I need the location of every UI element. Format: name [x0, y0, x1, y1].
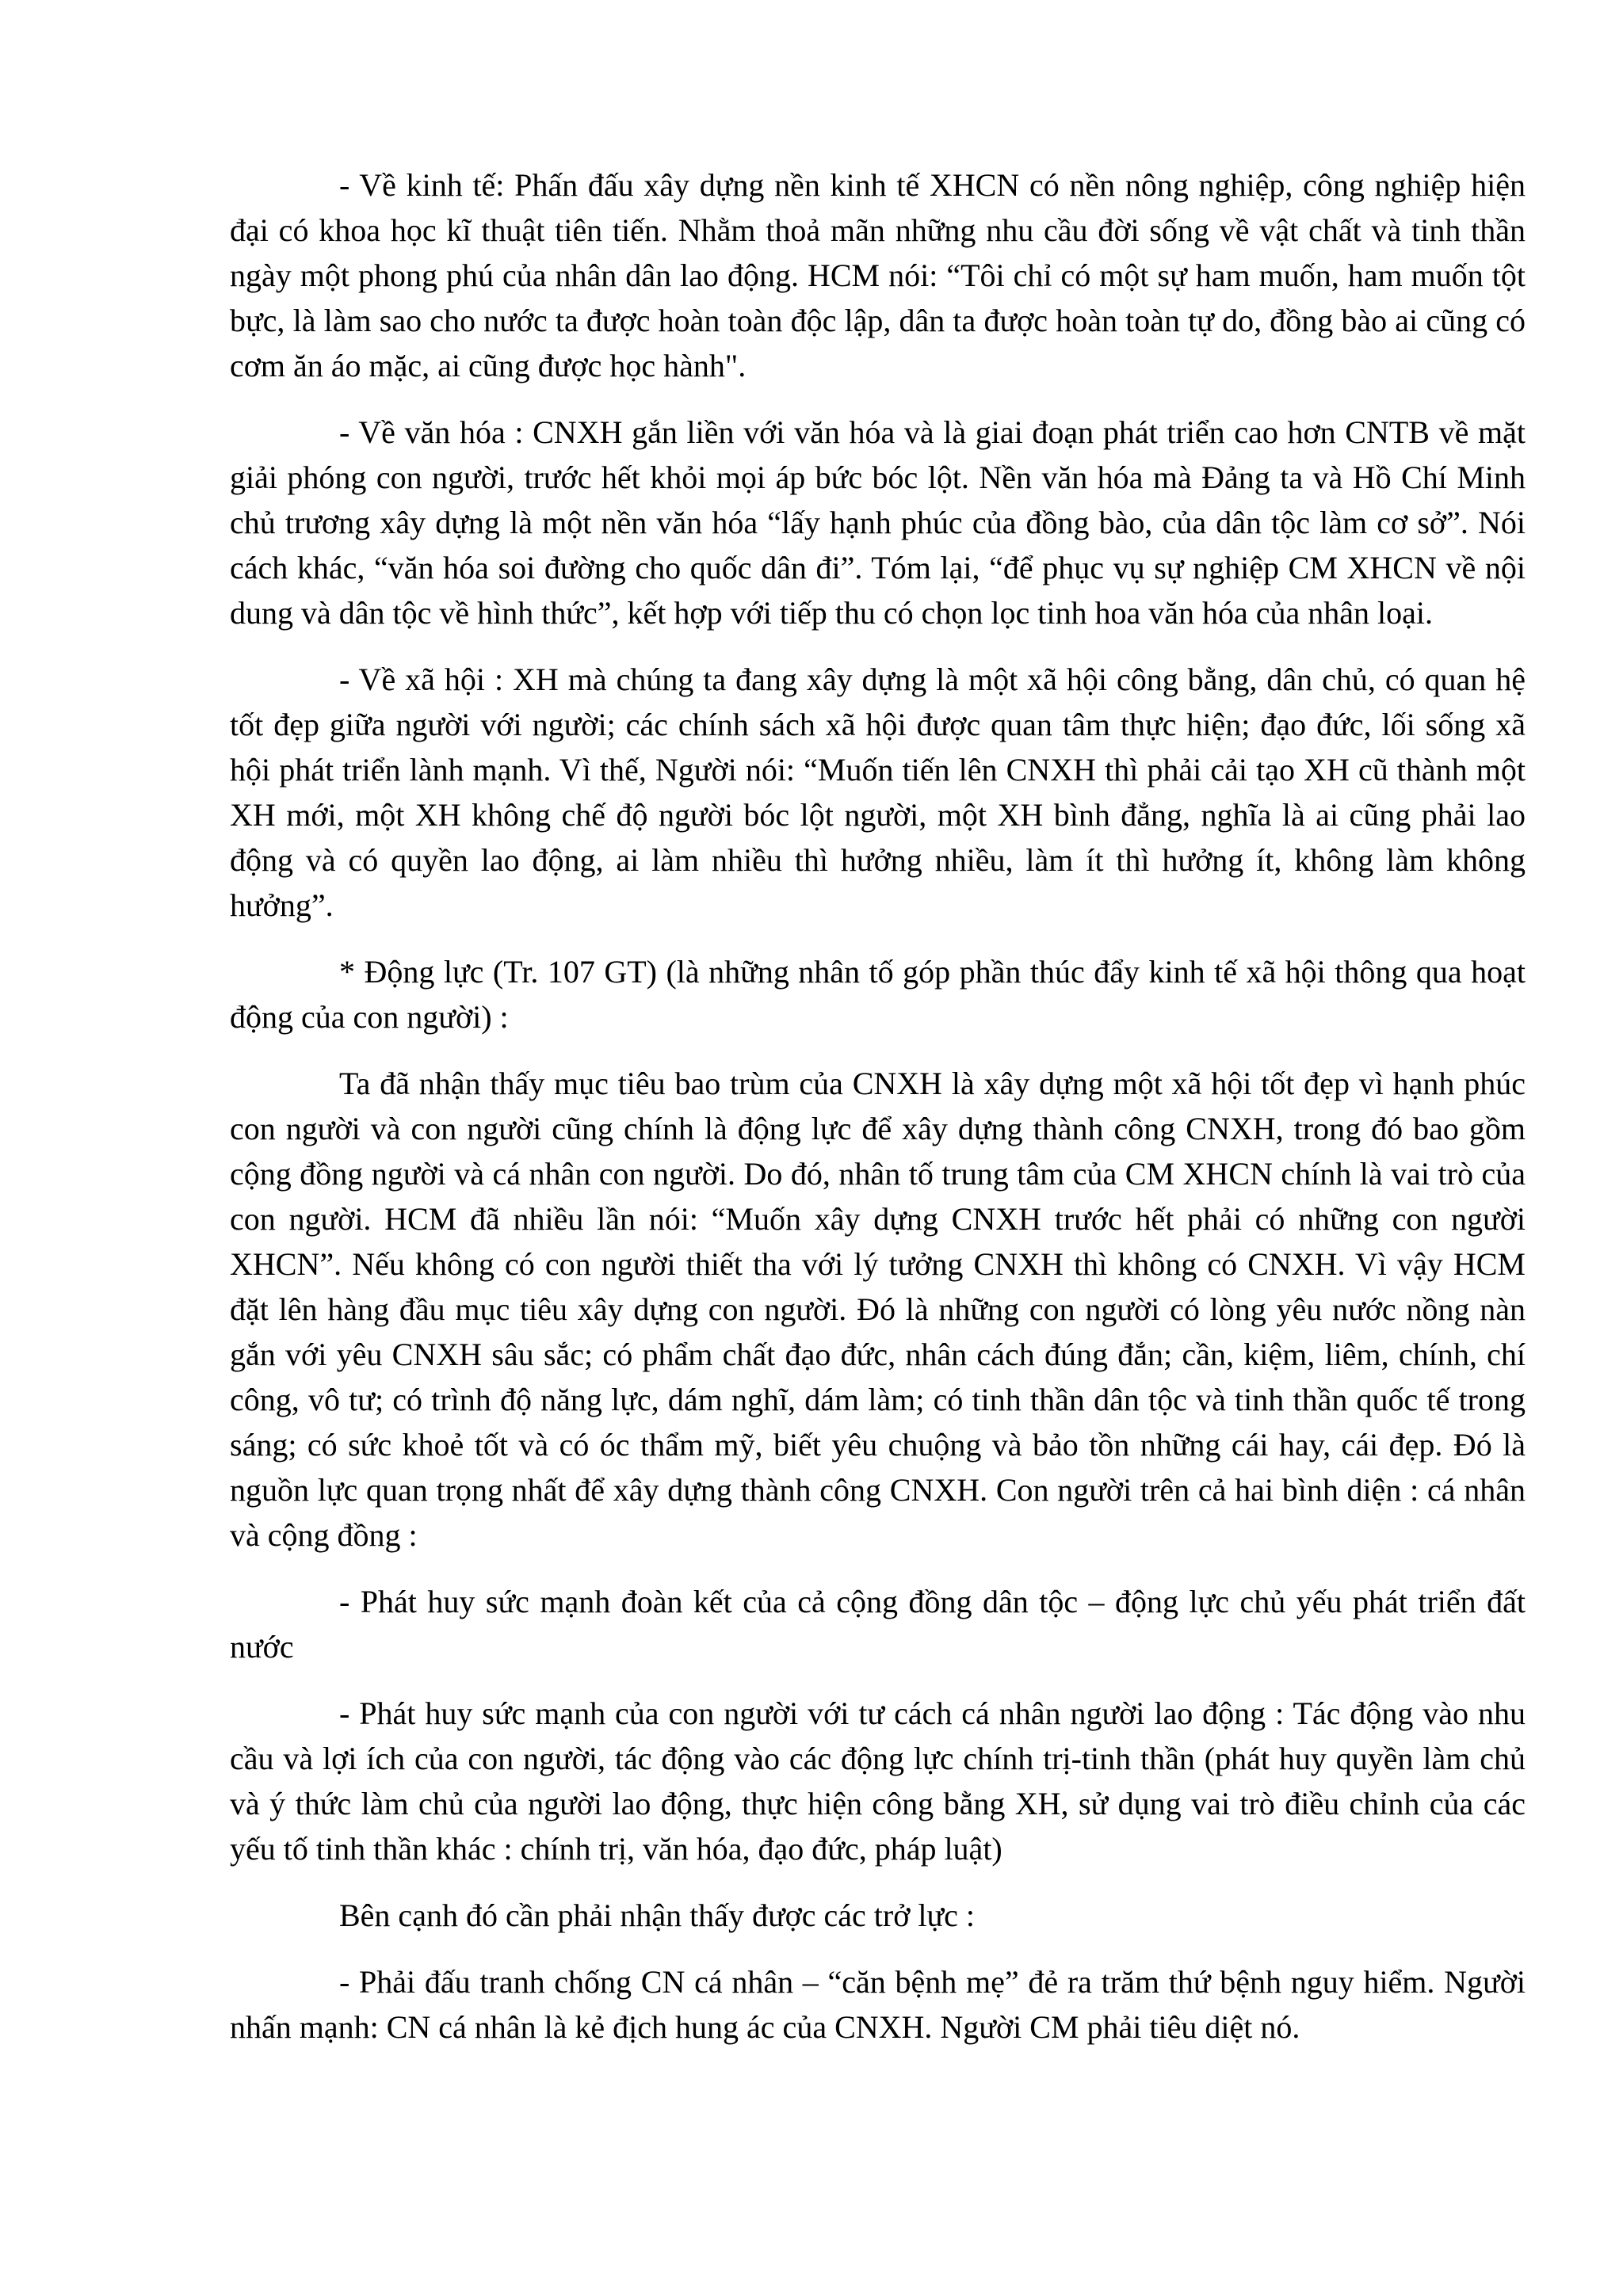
- paragraph-culture: - Về văn hóa : CNXH gắn liền với văn hóa và là giai đoạn phát triển cao hơn CNTB về mặt giải phóng con người, trước hết khỏi mọi áp bức bóc lột. Nền văn hóa mà Đảng ta và Hồ Chí Minh chủ trương xây dựng là một nền văn hóa “lấy hạnh phúc của đồng bào, của dân tộc làm cơ sở”. Nói cách khác, “văn hóa soi đường cho quốc dân đi”. Tóm lại, “để phục vụ sự nghiệp CM XHCN về nội dung và dân tộc về hình thức”, kết hợp với tiếp thu có chọn lọc tinh hoa văn hóa của nhân loại.: [230, 414, 1526, 631]
- paragraph-society: - Về xã hội : XH mà chúng ta đang xây dựng là một xã hội công bằng, dân chủ, có quan hệ tốt đẹp giữa người với người; các chính sách xã hội được quan tâm thực hiện; đạo đức, lối sống xã hội phát triển lành mạnh. Vì thế, Người nói: “Muốn tiến lên CNXH thì phải cải tạo XH cũ thành một XH mới, một XH không chế độ người bóc lột người, một XH bình đẳng, nghĩa là ai cũng phải lao động và có quyền lao động, ai làm nhiều thì hưởng nhiều, làm ít thì hưởng ít, không làm không hưởng”.: [230, 662, 1526, 923]
- paragraph-individual-strength: - Phát huy sức mạnh của con người với tư cách cá nhân người lao động : Tác động vào nhu cầu và lợi ích của con người, tác động vào các động lực chính trị-tinh thần (phát huy quyền làm chủ và ý thức làm chủ của người lao động, thực hiện công bằng XH, sử dụng vai trò điều chỉnh của các yếu tố tinh thần khác : chính trị, văn hóa, đạo đức, pháp luật): [230, 1695, 1526, 1867]
- paragraph-economy: - Về kinh tế: Phấn đấu xây dựng nền kinh tế XHCN có nền nông nghiệp, công nghiệp hiện đại có khoa học kĩ thuật tiên tiến. Nhằm thoả mãn những nhu cầu đời sống về vật chất và tinh thần ngày một phong phú của nhân dân lao động. HCM nói: “Tôi chỉ có một sự ham muốn, ham muốn tột bực, là làm sao cho nước ta được hoàn toàn độc lập, dân ta được hoàn toàn tự do, đồng bào ai cũng có cơm ăn áo mặc, ai cũng được học hành".: [230, 167, 1526, 383]
- paragraph-obstacles: Bên cạnh đó cần phải nhận thấy được các trở lực :: [339, 1897, 976, 1933]
- paragraph-motive-heading: * Động lực (Tr. 107 GT) (là những nhân tố góp phần thúc đẩy kinh tế xã hội thông qua hoạt động của con người) :: [230, 954, 1526, 1035]
- paragraph-individualism: - Phải đấu tranh chống CN cá nhân – “căn bệnh mẹ” đẻ ra trăm thứ bệnh nguy hiểm. Người nhấn mạnh: CN cá nhân là kẻ địch hung ác của CNXH. Người CM phải tiêu diệt nó.: [230, 1964, 1526, 2045]
- paragraph-community-strength: - Phát huy sức mạnh đoàn kết của cả cộng đồng dân tộc – động lực chủ yếu phát triển đất nước: [230, 1584, 1526, 1665]
- paragraph-human-role: Ta đã nhận thấy mục tiêu bao trùm của CNXH là xây dựng một xã hội tốt đẹp vì hạnh phúc con người và con người cũng chính là động lực để xây dựng thành công CNXH, trong đó bao gồm cộng đồng người và cá nhân con người. Do đó, nhân tố trung tâm của CM XHCN chính là vai trò của con người. HCM đã nhiều lần nói: “Muốn xây dựng CNXH trước hết phải có những con người XHCN”. Nếu không có con người thiết tha với lý tưởng CNXH thì không có CNXH. Vì vậy HCM đặt lên hàng đầu mục tiêu xây dựng con người. Đó là những con người có lòng yêu nước nồng nàn gắn với yêu CNXH sâu sắc; có phẩm chất đạo đức, nhân cách đúng đắn; cần, kiệm, liêm, chính, chí công, vô tư; có trình độ năng lực, dám nghĩ, dám làm; có tinh thần dân tộc và tinh thần quốc tế trong sáng; có sức khoẻ tốt và có óc thẩm mỹ, biết yêu chuộng và bảo tồn những cái hay, cái đẹp. Đó là nguồn lực quan trọng nhất để xây dựng thành công CNXH. Con người trên cả hai bình diện : cá nhân và cộng đồng :: [230, 1066, 1526, 1553]
- document-body: [230, 162, 1526, 2071]
